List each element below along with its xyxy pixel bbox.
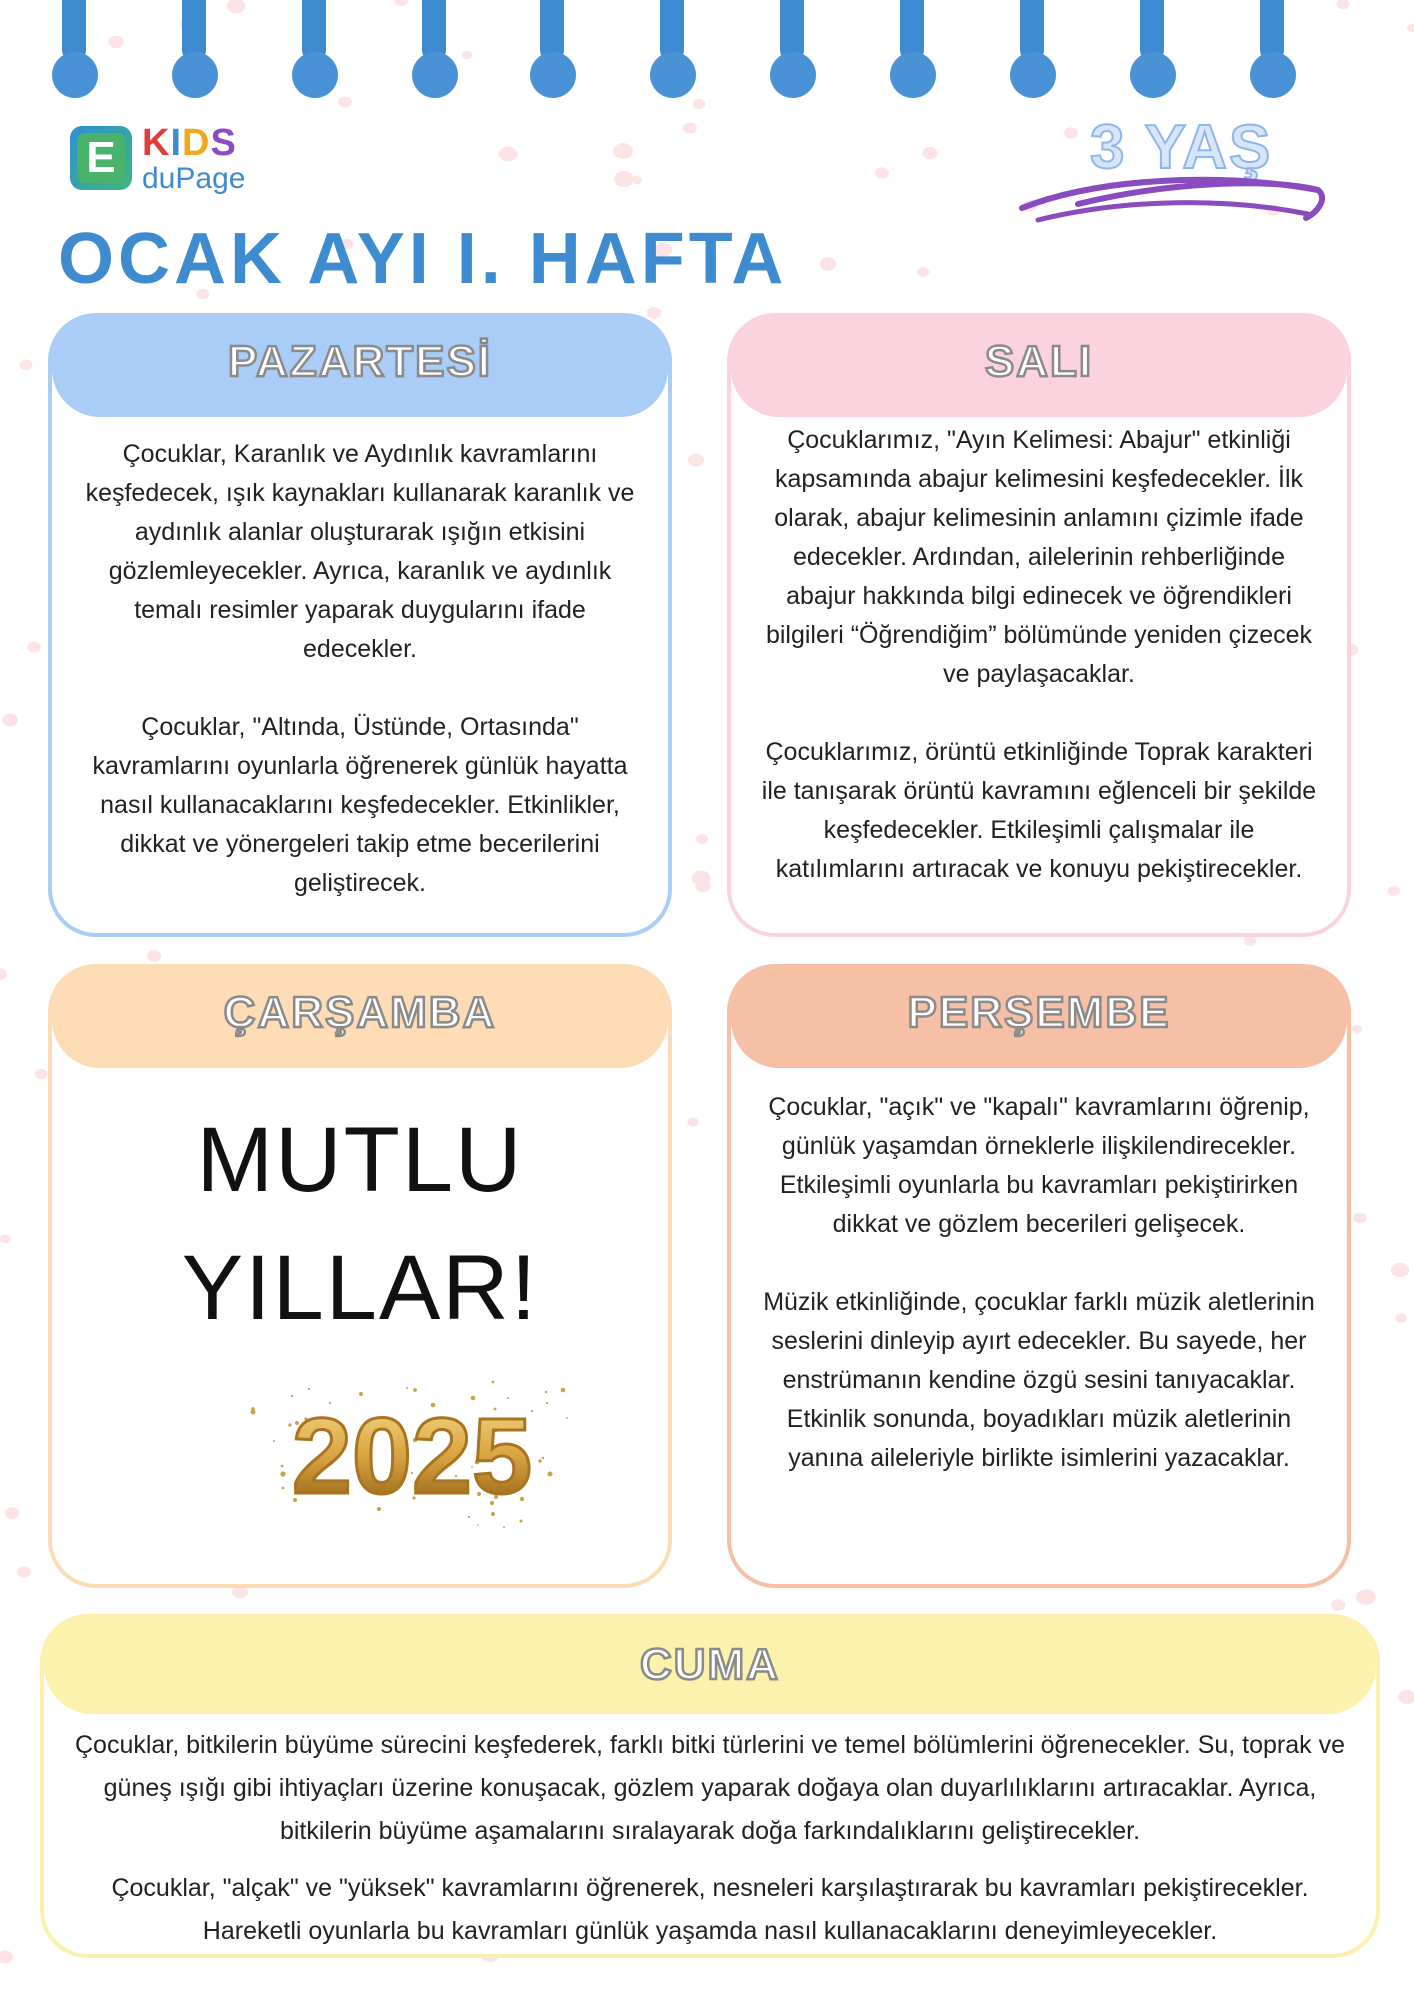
logo-letter: S bbox=[210, 122, 237, 164]
new-year-greeting bbox=[52, 1096, 668, 1352]
confetti-dot bbox=[2, 714, 18, 727]
confetti-dot bbox=[35, 1069, 48, 1079]
card-body bbox=[44, 1714, 1376, 1953]
confetti-dot bbox=[1352, 1025, 1362, 1033]
day-title: SALI bbox=[984, 337, 1094, 386]
confetti-dot bbox=[696, 834, 708, 844]
card-thursday bbox=[727, 964, 1351, 1588]
sparkle bbox=[251, 1410, 256, 1415]
confetti-dot bbox=[687, 1118, 698, 1127]
activity-paragraph: Çocuklar, "Altında, Üstünde, Ortasında" kavramlarını oyunlarla öğrenerek günlük hayatta nasıl kullanacaklarını keşfedecekler. Etkinlikler, dikkat ve yönergeleri takip etme becerilerini geliştirecek. bbox=[92, 713, 628, 897]
activity-paragraph: Çocuklar, Karanlık ve Aydınlık kavramlarını keşfedecek, ışık kaynakları kullanarak karanlık ve aydınlık alanlar oluşturarak ışığın etkisini gözlemleyecekler. Ayrıca, karanlık ve aydınlık temalı resimler yaparak duygularını ifade edecekler. bbox=[85, 440, 635, 663]
sparkle bbox=[520, 1520, 523, 1523]
binder-ring-icon bbox=[650, 0, 696, 100]
sparkle bbox=[546, 1402, 548, 1404]
sparkle bbox=[282, 1487, 285, 1490]
confetti-dot bbox=[1398, 1690, 1414, 1704]
sparkle bbox=[542, 1457, 544, 1459]
binder-ring-icon bbox=[530, 0, 576, 100]
confetti-dot bbox=[1388, 886, 1400, 896]
activity-paragraph: Çocuklarımız, "Ayın Kelimesi: Abajur" etkinliği kapsamında abajur kelimesini keşfedecekler. İlk olarak, abajur kelimesinin anlamını çizimle ifade edecekler. Ardından, ailelerinin rehberliğinde abajur hakkında bilgi edinecek ve öğrendikleri bilgileri “Öğrendiğim” bölümünde yeniden çizecek ve paylaşacaklar. bbox=[765, 426, 1313, 688]
logo-letter: I bbox=[170, 122, 183, 164]
sparkle bbox=[280, 1471, 285, 1476]
confetti-dot bbox=[820, 257, 837, 271]
day-title: ÇARŞAMBA bbox=[223, 988, 497, 1037]
confetti-dot bbox=[1064, 127, 1078, 138]
card-body bbox=[731, 1068, 1347, 1478]
activity-paragraph: Çocuklar, "açık" ve "kapalı" kavramlarını öğrenip, günlük yaşamdan örneklerle ilişkilendirecekler. Etkileşimli oyunlarla bu kavramları pekiştirirken dikkat ve gözlem becerileri gelişecek. bbox=[768, 1093, 1310, 1238]
day-title: PAZARTESİ bbox=[227, 337, 493, 386]
card-body bbox=[731, 417, 1347, 889]
confetti-dot bbox=[695, 880, 710, 892]
logo-badge bbox=[70, 126, 132, 190]
sparkle bbox=[561, 1388, 566, 1393]
greeting-line-1: MUTLU bbox=[196, 1109, 524, 1211]
confetti-dot bbox=[0, 968, 7, 980]
card-friday bbox=[40, 1614, 1380, 1958]
confetti-dot bbox=[1353, 1213, 1366, 1224]
year-text: 2025 bbox=[291, 1395, 533, 1516]
sparkle bbox=[538, 1459, 541, 1462]
binder-ring-icon bbox=[890, 0, 936, 100]
sparkle bbox=[477, 1524, 479, 1526]
card-wednesday bbox=[48, 964, 672, 1588]
card-header bbox=[731, 317, 1347, 417]
confetti-dot bbox=[0, 1235, 11, 1244]
confetti-dot bbox=[1356, 1589, 1375, 1604]
binder-ring-icon bbox=[1130, 0, 1176, 100]
confetti-dot bbox=[683, 123, 697, 134]
balloon-2025-icon bbox=[242, 1368, 582, 1538]
activity-paragraph: Çocuklarımız, örüntü etkinliğinde Toprak karakteri ile tanışarak örüntü kavramını eğlenceli bir şekilde keşfedecekler. Etkileşimli çalışmalar ile katılımlarını artıracak ve konuyu pekiştirecekler. bbox=[761, 738, 1317, 883]
sparkle bbox=[492, 1381, 495, 1384]
swoosh-icon bbox=[1018, 168, 1338, 228]
logo-letter: K bbox=[142, 122, 171, 164]
logo-dupage-text: duPage bbox=[142, 162, 246, 195]
logo-letter: D bbox=[182, 122, 211, 164]
age-label: 3 YAŞ bbox=[1090, 113, 1273, 182]
confetti-dot bbox=[875, 167, 889, 178]
confetti-dot bbox=[1331, 1599, 1345, 1610]
page-title: OCAK AYI I. HAFTA bbox=[58, 219, 788, 299]
confetti-dot bbox=[20, 360, 33, 370]
binder-ring-icon bbox=[172, 0, 218, 100]
confetti-dot bbox=[647, 307, 662, 319]
logo-kids-text bbox=[142, 122, 237, 164]
sparkle bbox=[503, 1526, 505, 1528]
sparkle bbox=[468, 1516, 470, 1518]
binder-ring-icon bbox=[1010, 0, 1056, 100]
confetti-dot bbox=[5, 1507, 20, 1519]
card-header bbox=[731, 968, 1347, 1068]
confetti-dot bbox=[499, 147, 518, 162]
card-body bbox=[52, 417, 668, 903]
confetti-dot bbox=[0, 1951, 13, 1964]
confetti-dot bbox=[614, 171, 634, 187]
binder-ring-icon bbox=[292, 0, 338, 100]
confetti-dot bbox=[147, 950, 161, 961]
logo-letter: E bbox=[77, 133, 125, 183]
binder-ring-icon bbox=[770, 0, 816, 100]
day-title: CUMA bbox=[640, 1640, 780, 1689]
greeting-line-2: YILLAR! bbox=[181, 1237, 539, 1339]
confetti-dot bbox=[1391, 1263, 1409, 1278]
sparkle bbox=[273, 1440, 275, 1442]
confetti-dot bbox=[27, 642, 41, 653]
binder-rings bbox=[0, 0, 1414, 110]
confetti-dot bbox=[613, 143, 633, 159]
binder-ring-icon bbox=[1250, 0, 1296, 100]
sparkle bbox=[545, 1391, 547, 1393]
binder-ring-icon bbox=[412, 0, 458, 100]
confetti-dot bbox=[923, 147, 938, 159]
sparkle bbox=[566, 1417, 568, 1419]
confetti-dot bbox=[1395, 1313, 1407, 1322]
sparkle bbox=[308, 1388, 310, 1390]
activity-paragraph: Çocuklar, "alçak" ve "yüksek" kavramlarını öğrenerek, nesneleri karşılaştırarak bu kavramları pekiştirecekler. Hareketli oyunlarla bu kavramları günlük yaşamda nasıl kullanacaklarını deneyimleyecekler. bbox=[111, 1874, 1309, 1945]
card-tuesday bbox=[727, 313, 1351, 937]
binder-ring-icon bbox=[52, 0, 98, 100]
confetti-dot bbox=[688, 454, 704, 467]
card-header bbox=[52, 317, 668, 417]
sparkle bbox=[406, 1387, 408, 1389]
confetti-dot bbox=[917, 267, 929, 277]
day-title: PERŞEMBE bbox=[907, 988, 1171, 1037]
confetti-dot bbox=[1244, 936, 1256, 946]
activity-paragraph: Müzik etkinliğinde, çocuklar farklı müzik aletlerinin seslerini dinleyip ayırt edecekler. Bu sayede, her enstrümanın kendine özgü sesini tanıyacaklar. Etkinlik sonunda, boyadıkları müzik aletlerinin yanına aileleriyle birlikte isimlerini yazacaklar. bbox=[763, 1288, 1315, 1472]
card-header bbox=[44, 1618, 1376, 1714]
card-header bbox=[52, 968, 668, 1068]
kids-edupage-logo bbox=[70, 122, 250, 200]
sparkle bbox=[281, 1465, 284, 1468]
sparkle bbox=[548, 1472, 553, 1477]
confetti-dot bbox=[17, 1566, 31, 1577]
card-monday bbox=[48, 313, 672, 937]
activity-paragraph: Çocuklar, bitkilerin büyüme sürecini keşfederek, farklı bitki türlerini ve temel bölümlerini öğrenecekler. Su, toprak ve güneş ışığı gibi ihtiyaçları üzerine konuşacak, gözlem yaparak doğaya olan duyarlılıklarını artıracaklar. Ayrıca, bitkilerin büyüme aşamalarını sıralayarak doğa farkındalıklarını geliştirecekler. bbox=[74, 1731, 1345, 1845]
sparkle bbox=[413, 1388, 417, 1392]
